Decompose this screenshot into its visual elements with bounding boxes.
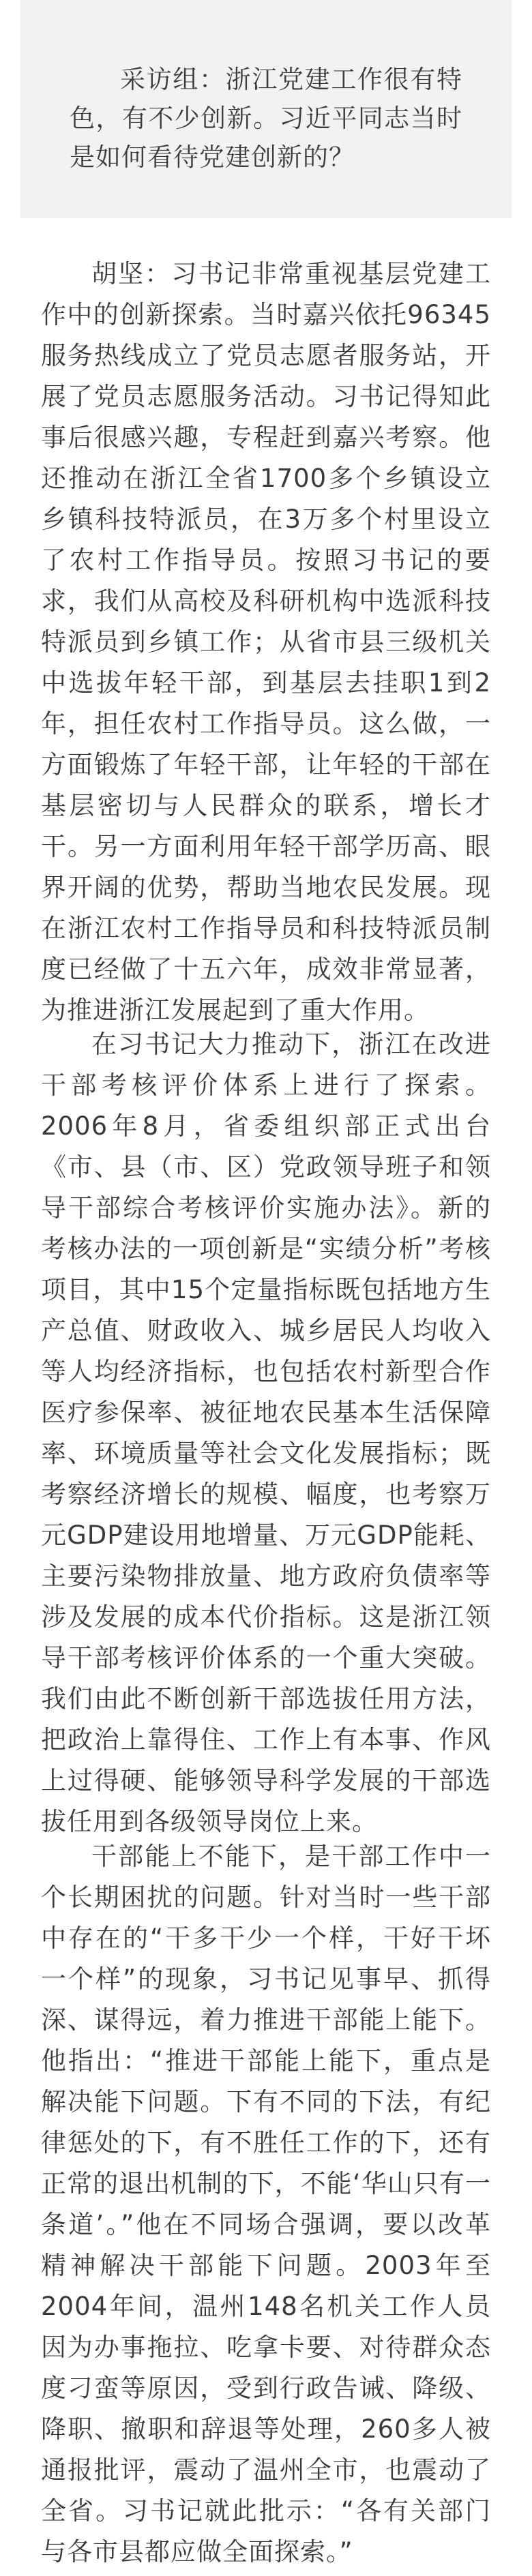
interview-question: 采访组：浙江党建工作很有特色，有不少创新。习近平同志当时是如何看待党建创新的？	[70, 65, 462, 172]
answer-paragraph-2: 在习书记大力推动下，浙江在改进干部考核评价体系上进行了探索。2006年8月，省委组织部正式出台《市、县（市、区）党政领导班子和领导干部综合考核评价实施办法》。新的考核办法的一项创新是“实绩分析”考核项目，其中15个定量指标既包括地方生产总值、财政收入、城乡居民人均收入等人均经济指标，也包括农村新型合作医疗参保率、被征地农民基本生活保障率、环境质量等社会文化发展指标；既考察经济增长的规模、幅度，也考察万元GDP建设用地增量、万元GDP能耗、主要污染物排放量、地方政府负债率等涉及发展的成本代价指标。这是浙江领导干部考核评价体系的一个重大突破。我们由此不断创新干部选拔任用方法，把政治上靠得住、工作上有本事、作风上过得硬、能够领导科学发展的干部选拔任用到各级领导岗位上来。	[41, 1030, 491, 1836]
answer-paragraph-3: 干部能上不能下，是干部工作中一个长期困扰的问题。针对当时一些干部中存在的“干多干少一个样，干好干坏一个样”的现象，习书记见事早、抓得深、谋得远，着力推进干部能上能下。他指出：“推进干部能上能下，重点是解决能下问题。下有不同的下法，有纪律惩处的下，有不胜任工作的下，还有正常的退出机制的下，不能‘华山只有一条道’。”他在不同场合强调，要以改革精神解决干部能下问题。2003年至2004年间，温州148名机关工作人员因为办事拖拉、吃拿卡要、对待群众态度刁蛮等原因，受到行政告诫、降级、降职、撤职和辞退等处理，260多人被通报批评，震动了温州全市，也震动了全省。习书记就此批示：“各有关部门与各市县都应做全面探索。”	[41, 1842, 491, 2566]
answer-paragraph-1: 胡坚：习书记非常重视基层党建工作中的创新探索。当时嘉兴依托96345服务热线成立了党员志愿者服务站，开展了党员志愿服务活动。习书记得知此事后很感兴趣，专程赶到嘉兴考察。他还推动在浙江全省1700多个乡镇设立乡镇科技特派员，在3万多个村里设立了农村工作指导员。按照习书记的要求，我们从高校及科研机构中选派科技特派员到乡镇工作；从省市县三级机关中选拔年轻干部，到基层去挂职1到2年，担任农村工作指导员。这么做，一方面锻炼了年轻干部，让年轻的干部在基层密切与人民群众的联系，增长才干。另一方面利用年轻干部学历高、眼界开阔的优势，帮助当地农民发展。现在浙江农村工作指导员和科技特派员制度已经做了十五六年，成效非常显著，为推进浙江发展起到了重大作用。	[41, 259, 491, 1025]
interview-question-box	[20, 0, 512, 218]
